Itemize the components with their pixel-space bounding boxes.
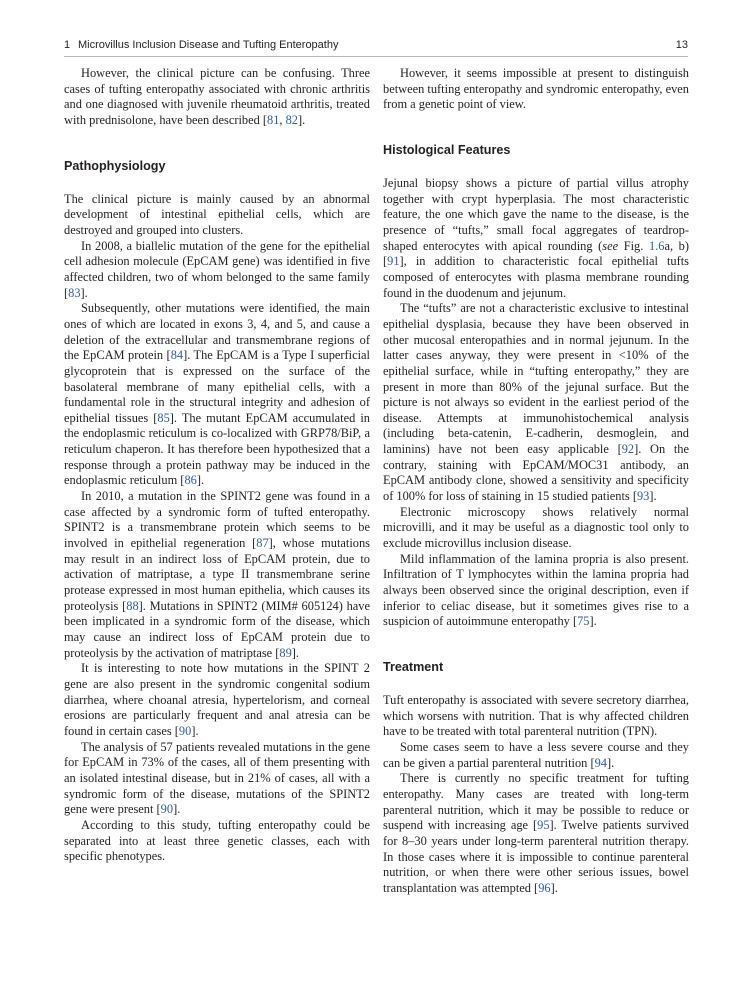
chapter-number: 1 (64, 39, 71, 51)
section-heading-treatment: Treatment (383, 660, 444, 674)
left-column (64, 66, 370, 865)
citation-link[interactable]: 92 (621, 442, 635, 457)
citation-link[interactable]: 90 (178, 723, 192, 738)
header-rule (64, 56, 688, 57)
paragraph: Tuft enteropathy is associated with severe secretory diarrhea, which worsens with nutrition. That is why affected children have to be treated with total parenteral nutrition (TPN). (383, 693, 689, 739)
paragraph: In 2008, a biallelic mutation of the gene for the epithelial cell adhesion molecule (EpCAM gene) was identified in five affected children, two of whom belonged to the same family [83]. (64, 238, 370, 300)
paragraph: Subsequently, other mutations were identified, the main ones of which are located in exons 3, 4, and 5, and cause a deletion of the extracellular and transmembrane regions of the EpCAM protein [84]. The EpCAM is a Type I superficial glycoprotein that is expressed on the surface of the basolateral membrane of many epithelial cells, with a fundamental role in the structural integrity and adhesion of epithelial tissues [85]. The mutant EpCAM accumulated in the endoplasmic reticulum is co-localized with GRP78/BiP, a reticulum chaperon. It has therefore been hypothesized that a response through a protein pathway may be induced in the endoplasmic reticulum [86]. (64, 301, 370, 488)
citation-link[interactable]: 75 (577, 614, 590, 629)
running-head (64, 36, 688, 54)
paragraph: Mild inflammation of the lamina propria is also present. Infiltration of T lymphocytes within the lamina propria had always been observed since the original description, even if inferior to celiac disease, but it sometimes gives rise to a suspicion of autoimmune enteropathy [75]. (383, 551, 689, 629)
paragraph: Electronic microscopy shows relatively normal microvilli, and it may be useful as a diagnostic tool only to exclude microvillus inclusion disease. (383, 504, 689, 551)
paragraph: The analysis of 57 patients revealed mutations in the gene for EpCAM in 73% of the cases, all of them presenting with an isolated intestinal disease, but in 21% of cases, all with a syndromic form of the disease, mutations of the SPINT2 gene were present [90]. (64, 739, 370, 817)
citation-link[interactable]: 82 (285, 112, 298, 127)
paragraph: However, the clinical picture can be confusing. Three cases of tufting enteropathy associated with chronic arthritis and one diagnosed with juvenile rheumatoid arthritis, treated with prednisolone, have been described [81, 82]. (64, 66, 370, 127)
citation-link[interactable]: 91 (387, 254, 400, 269)
citation-link[interactable]: 81 (267, 112, 280, 127)
citation-link[interactable]: 93 (636, 489, 650, 504)
citation-link[interactable]: 94 (594, 755, 607, 770)
page-number: 13 (675, 39, 688, 51)
citation-link[interactable]: 88 (126, 598, 139, 613)
paragraph: The clinical picture is mainly caused by an abnormal development of intestinal epithelial cells, which are destroyed and grouped into clusters. (64, 191, 370, 237)
paragraph: Jejunal biopsy shows a picture of partial villus atrophy together with crypt hyperplasia. The most characteristic feature, the one which gave the name to the disease, is the presence of “tufts,” small focal aggregates of teardrop-shaped enterocytes with apical rounding (see Fig. 1.6a, b) [91], in addition to characteristic focal epithelial tufts composed of enterocytes with plasma membrane rounding found in the duodenum and jejunum. (383, 175, 689, 300)
citation-link[interactable]: 86 (184, 473, 197, 488)
paragraph: However, it seems impossible at present to distinguish between tufting enteropathy and syndromic enteropathy, even from a genetic point of view. (383, 66, 689, 112)
citation-link[interactable]: 83 (68, 285, 81, 300)
paragraph: There is currently no specific treatment for tufting enteropathy. Many cases are treated with long-term parenteral nutrition, which it may be possible to reduce or suspend with increasing age [95]. Twelve patients survived for 8–30 years under long-term parenteral nutrition therapy. In those cases where it is impossible to continue parenteral nutrition, or when there were other serious issues, bowel transplantation was attempted [96]. (383, 771, 689, 895)
section-heading-pathophysiology: Pathophysiology (64, 158, 166, 173)
paragraph: The “tufts” are not a characteristic exclusive to intestinal epithelial dysplasia, because they have been observed in other mucosal enteropathies and in normal jejunum. In the latter cases anyway, they were present in <10% of the epithelial surface, while in “tufting enteropathy,” they are present in more than 80% of the jejunal surface. But the picture is not always so evident in the earliest period of the disease. Attempts at immunohistochemical analysis (including beta-catenin, E-cadherin, desmoglein, and laminins) have not been easy applicable [92]. On the contrary, staining with EpCAM/MOC31 antibody, an EpCAM antibody clone, showed a sensitivity and specificity of 100% for loss of staining in 15 studied patients [93]. (383, 301, 690, 504)
paragraph: According to this study, tufting enteropathy could be separated into at least three genetic classes, each with specific phenotypes. (64, 817, 370, 864)
citation-link[interactable]: 85 (157, 410, 170, 425)
right-column (383, 66, 689, 897)
citation-link[interactable]: 89 (279, 645, 292, 660)
citation-link[interactable]: 95 (537, 818, 550, 833)
citation-link[interactable]: 90 (160, 802, 174, 817)
paragraph: In 2010, a mutation in the SPINT2 gene was found in a case affected by a syndromic form of tufted enteropathy. SPINT2 is a transmembrane protein which seems to be involved in epithelial regeneration [87], whose mutations may result in an indirect loss of EpCAM protein, due to activation of matriptase, a type II transmembrane serine protease expressed in most human epithelia, which causes its proteolysis [88]. Mutations in SPINT2 (MIM# 605124) have been implicated in a syndromic form of the disease, which may cause an indirect loss of EpCAM protein due to proteolysis by the activation of matriptase [89]. (64, 489, 370, 660)
citation-link[interactable]: 87 (256, 536, 269, 551)
citation-link[interactable]: 84 (170, 348, 184, 363)
chapter-title: Microvillus Inclusion Disease and Tufting Enteropathy (78, 39, 339, 51)
section-heading-histological-features: Histological Features (383, 142, 511, 157)
citation-link[interactable]: 96 (538, 880, 551, 895)
figure-link[interactable]: 1.6 (648, 238, 665, 253)
paragraph: It is interesting to note how mutations in the SPINT 2 gene are also present in the syndromic congenital sodium diarrhea, where choanal atresia, hypertelorism, and corneal erosions are particularly frequent and anal atresia can be found in certain cases [90]. (64, 661, 370, 738)
paragraph: Some cases seem to have a less severe course and they can be given a partial parenteral nutrition [94]. (383, 739, 689, 770)
